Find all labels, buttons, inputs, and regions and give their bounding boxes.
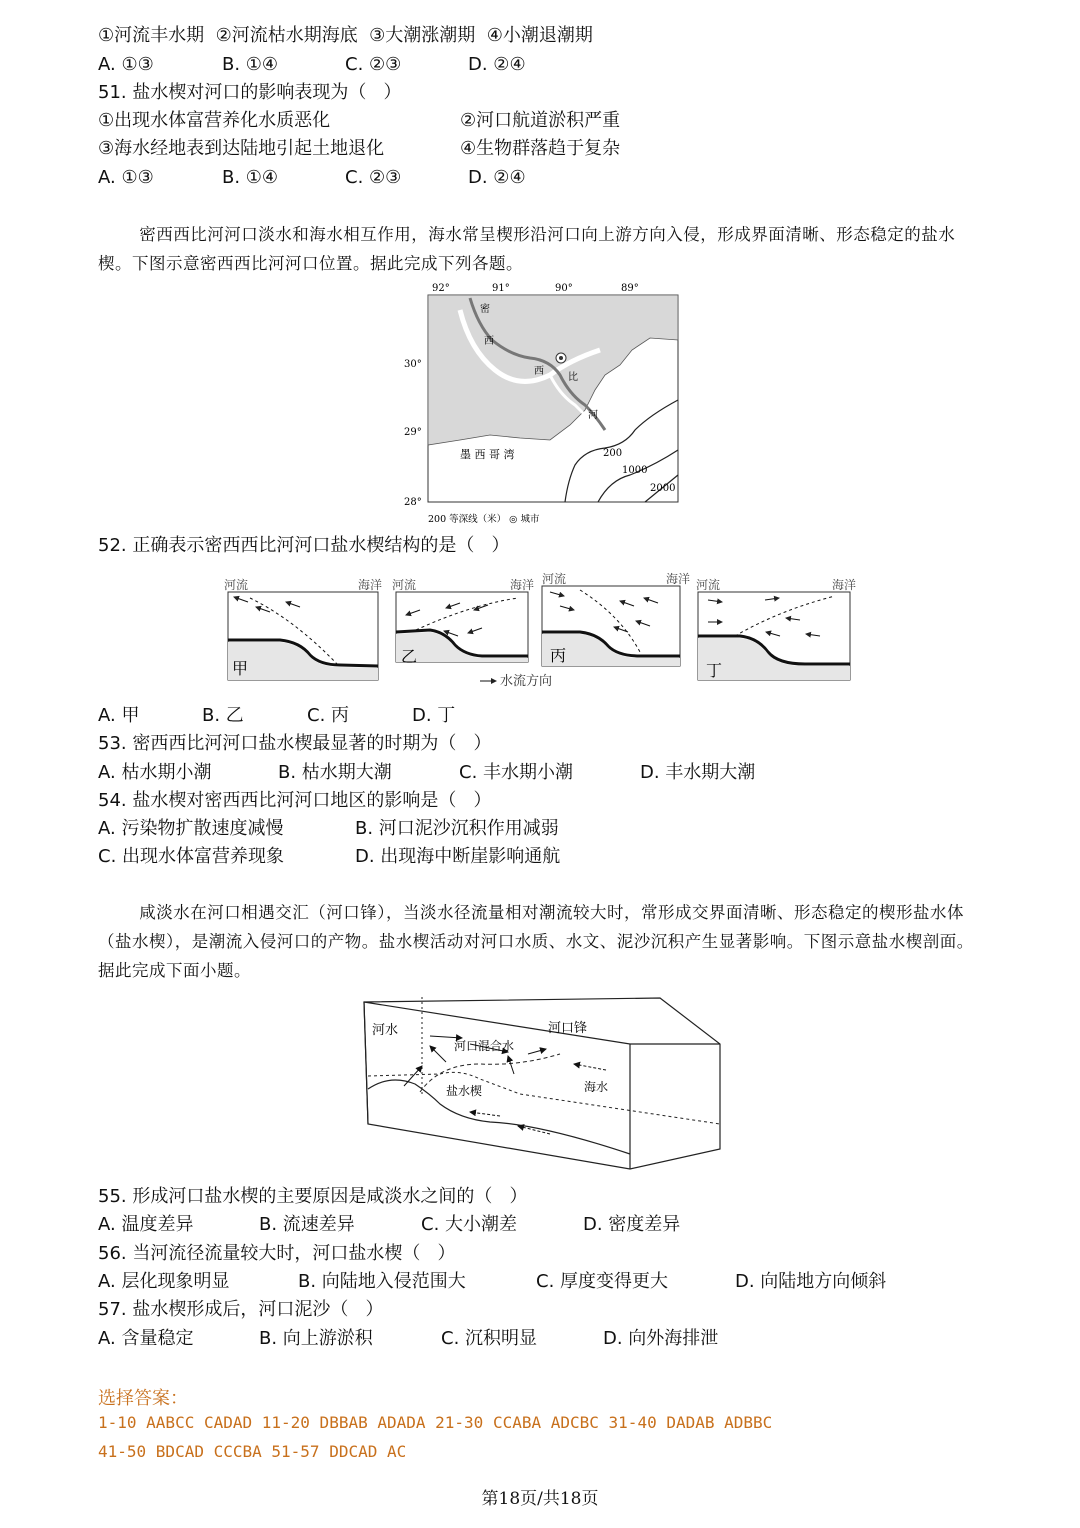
q57-option-c[interactable]: C. 沉积明显: [441, 1328, 538, 1349]
q56-option-a[interactable]: A. 层化现象明显: [98, 1271, 230, 1292]
map-legend: 200 等深线（米） ◎ 城市: [428, 514, 540, 525]
q55-option-c[interactable]: C. 大小潮差: [421, 1214, 518, 1235]
q50-option-a[interactable]: A. ①③: [98, 54, 154, 75]
flow-legend-label: 水流方向: [500, 674, 553, 689]
q51-item-4: ④生物群落趋于复杂: [460, 138, 621, 159]
label-salt-wedge: 盐水楔: [446, 1084, 483, 1098]
answer-key-line-1: 1-10 AABCC CADAD 11-20 DBBAB ADADA 21-30 CCABA ADCBC 31-40 DADAB ADBBC: [98, 1413, 773, 1432]
panel-bing: [542, 571, 690, 666]
lat-label: 29°: [404, 427, 422, 438]
q52-option-a[interactable]: A. 甲: [98, 705, 140, 726]
svg-text:海洋: 海洋: [832, 578, 857, 592]
passage-salt-wedge: 咸淡水在河口相遇交汇（河口锋），当淡水径流量相对潮流较大时，常形成交界面清晰、形态稳定的楔形盐水体（盐水楔），是潮流入侵河口的产物。盐水楔活动对河口水质、水文、泥沙沉积产生显著影响。下图示意盐水楔剖面。据此完成下面小题。: [98, 903, 974, 980]
salt-wedge-profile-diagram: [360, 994, 726, 1174]
q51-item-1: ①出现水体富营养化水质恶化: [98, 110, 331, 131]
river-char: 比: [568, 372, 578, 383]
q55-option-a[interactable]: A. 温度差异: [98, 1214, 194, 1235]
label-estuary-front: 河口锋: [548, 1021, 588, 1036]
lat-label: 30°: [404, 359, 422, 370]
q57-stem: 57. 盐水楔形成后，河口泥沙（ ）: [98, 1299, 384, 1320]
svg-text:河流: 河流: [224, 578, 249, 592]
q51-item-2: ②河口航道淤积严重: [460, 110, 621, 131]
q52-stem: 52. 正确表示密西西比河河口盐水楔结构的是（ ）: [98, 535, 510, 556]
svg-text:海洋: 海洋: [510, 578, 535, 592]
q51-stem: 51. 盐水楔对河口的影响表现为（ ）: [98, 82, 402, 103]
q56-stem: 56. 当河流径流量较大时，河口盐水楔（ ）: [98, 1243, 456, 1264]
svg-text:乙: 乙: [401, 647, 418, 666]
q56-option-b[interactable]: B. 向陆地入侵范围大: [298, 1271, 466, 1292]
depth-label: 2000: [650, 483, 676, 494]
q51-option-c[interactable]: C. ②③: [345, 167, 402, 188]
depth-label: 200: [603, 448, 623, 459]
panel-ding: [696, 577, 856, 680]
q50-items: ①河流丰水期 ②河流枯水期海底 ③大潮涨潮期 ④小潮退潮期: [98, 25, 593, 46]
q55-stem: 55. 形成河口盐水楔的主要原因是咸淡水之间的（ ）: [98, 1186, 528, 1207]
gulf-label: 墨 西 哥 湾: [460, 448, 515, 461]
q57-option-a[interactable]: A. 含量稳定: [98, 1328, 194, 1349]
svg-text:河流: 河流: [392, 578, 417, 592]
q54-option-c[interactable]: C. 出现水体富营养现象: [98, 846, 285, 867]
q53-option-c[interactable]: C. 丰水期小潮: [459, 762, 574, 783]
svg-text:河流: 河流: [696, 578, 721, 592]
q56-option-d[interactable]: D. 向陆地方向倾斜: [735, 1271, 887, 1292]
river-char: 西: [484, 336, 494, 347]
river-char: 密: [480, 304, 490, 315]
q53-option-b[interactable]: B. 枯水期大潮: [278, 762, 392, 783]
q53-stem: 53. 密西西比河河口盐水楔最显著的时期为（ ）: [98, 733, 492, 754]
q53-option-a[interactable]: A. 枯水期小潮: [98, 762, 212, 783]
label-river-water: 河水: [372, 1023, 399, 1038]
q50-option-c[interactable]: C. ②③: [345, 54, 402, 75]
q55-option-d[interactable]: D. 密度差异: [583, 1214, 681, 1235]
q52-option-c[interactable]: C. 丙: [307, 705, 350, 726]
lon-label: 92°: [432, 283, 450, 294]
answer-key-title: 选择答案：: [98, 1388, 188, 1409]
svg-text:丙: 丙: [550, 646, 567, 665]
q51-option-b[interactable]: B. ①④: [222, 167, 279, 188]
q54-option-d[interactable]: D. 出现海中断崖影响通航: [355, 846, 561, 867]
q50-option-b[interactable]: B. ①④: [222, 54, 279, 75]
river-char: 河: [588, 410, 598, 421]
q53-option-d[interactable]: D. 丰水期大潮: [640, 762, 756, 783]
svg-text:海洋: 海洋: [666, 572, 691, 586]
q52-option-d[interactable]: D. 丁: [412, 705, 456, 726]
q56-option-c[interactable]: C. 厚度变得更大: [536, 1271, 669, 1292]
depth-label: 1000: [622, 465, 648, 476]
label-sea-water: 海水: [584, 1080, 609, 1094]
q57-option-b[interactable]: B. 向上游淤积: [259, 1328, 373, 1349]
lon-label: 90°: [555, 283, 573, 294]
q54-option-a[interactable]: A. 污染物扩散速度减慢: [98, 818, 284, 839]
river-char: 西: [534, 366, 544, 377]
svg-text:丁: 丁: [706, 661, 723, 680]
q55-option-b[interactable]: B. 流速差异: [259, 1214, 355, 1235]
page-footer: 第18页/共18页: [481, 1489, 599, 1509]
svg-text:河流: 河流: [542, 572, 567, 586]
lon-label: 89°: [621, 283, 639, 294]
lon-label: 91°: [492, 283, 510, 294]
answer-key-line-2: 41-50 BDCAD CCCBA 51-57 DDCAD AC: [98, 1442, 407, 1461]
q54-option-b[interactable]: B. 河口泥沙沉积作用减弱: [355, 818, 559, 839]
q54-stem: 54. 盐水楔对密西西比河河口地区的影响是（ ）: [98, 790, 492, 811]
svg-text:海洋: 海洋: [358, 578, 383, 592]
panel-yi: [392, 577, 534, 666]
q51-option-a[interactable]: A. ①③: [98, 167, 154, 188]
q50-option-d[interactable]: D. ②④: [468, 54, 526, 75]
wedge-structure-panels: [220, 570, 860, 692]
mississippi-delta-map: [400, 280, 700, 528]
q51-item-3: ③海水经地表到达陆地引起土地退化: [98, 138, 385, 159]
q51-option-d[interactable]: D. ②④: [468, 167, 526, 188]
q57-option-d[interactable]: D. 向外海排泄: [603, 1328, 719, 1349]
svg-text:甲: 甲: [232, 659, 249, 678]
passage-mississippi: 密西西比河河口淡水和海水相互作用，海水常呈楔形沿河口向上游方向入侵，形成界面清晰、形态稳定的盐水楔。下图示意密西西比河河口位置。据此完成下列各题。: [98, 225, 956, 273]
q52-option-b[interactable]: B. 乙: [202, 705, 244, 726]
lat-label: 28°: [404, 497, 422, 508]
label-mixed-water: 河口混合水: [454, 1039, 515, 1053]
panel-jia: [224, 577, 382, 680]
